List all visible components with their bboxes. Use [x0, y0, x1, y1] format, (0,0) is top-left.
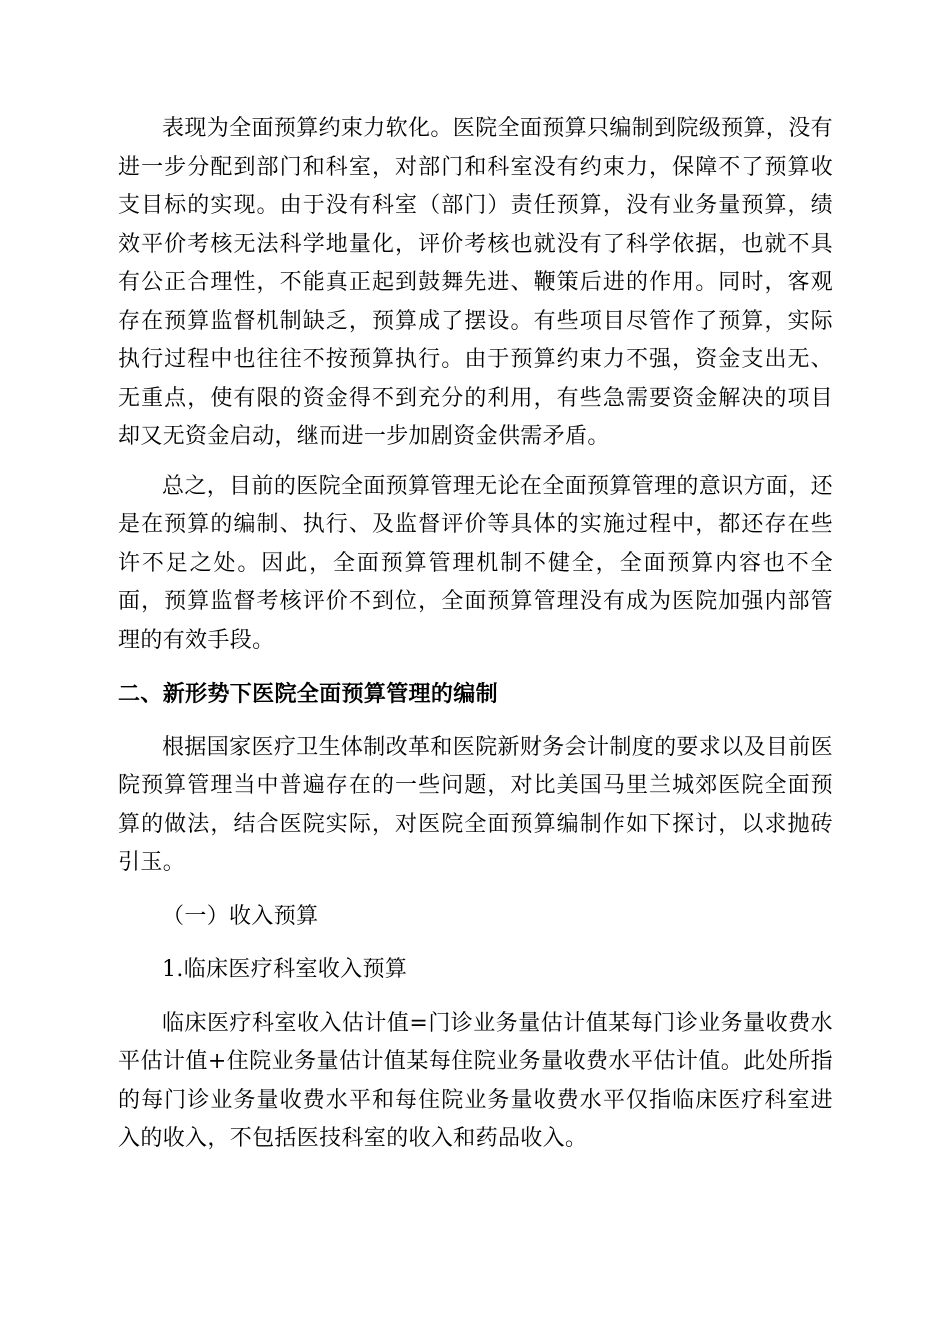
paragraph-intro-compilation: 根据国家医疗卫生体制改革和医院新财务会计制度的要求以及目前医院预算管理当中普遍存在的一些问题，对比美国马里兰城郊医院全面预算的做法，结合医院实际，对医院全面预算编制作如下探讨，以求抛砖引玉。 [118, 734, 833, 875]
section-heading-2: 二、新形势下医院全面预算管理的编制 [118, 681, 498, 707]
paragraph-clinical-income-formula: 临床医疗科室收入估计值=门诊业务量估计值某每门诊业务量收费水平估计值+住院业务量估计值某每住院业务量收费水平估计值。此处所指的每门诊业务量收费水平和每住院业务量收费水平仅指临床医疗科室进入的收入，不包括医技科室的收入和药品收入。 [118, 1010, 833, 1151]
paragraph-summary: 总之，目前的医院全面预算管理无论在全面预算管理的意识方面，还是在预算的编制、执行、及监督评价等具体的实施过程中，都还存在些许不足之处。因此，全面预算管理机制不健全，全面预算内容也不全面，预算监督考核评价不到位，全面预算管理没有成为医院加强内部管理的有效手段。 [118, 473, 833, 653]
document-page [118, 110, 833, 1159]
subheading-income-budget: （一）收入预算 [162, 903, 319, 929]
paragraph-budget-constraint: 表现为全面预算约束力软化。医院全面预算只编制到院级预算，没有进一步分配到部门和科室，对部门和科室没有约束力，保障不了预算收支目标的实现。由于没有科室（部门）责任预算，没有业务量预算，绩效平价考核无法科学地量化，评价考核也就没有了科学依据，也就不具有公正合理性，不能真正起到鼓舞先进、鞭策后进的作用。同时，客观存在预算监督机制缺乏，预算成了摆设。有些项目尽管作了预算，实际执行过程中也往往不按预算执行。由于预算约束力不强，资金支出无、无重点，使有限的资金得不到充分的利用，有些急需要资金解决的项目却又无资金启动，继而进一步加剧资金供需矛盾。 [118, 116, 833, 449]
subheading-clinical-income: 1.临床医疗科室收入预算 [162, 957, 408, 982]
